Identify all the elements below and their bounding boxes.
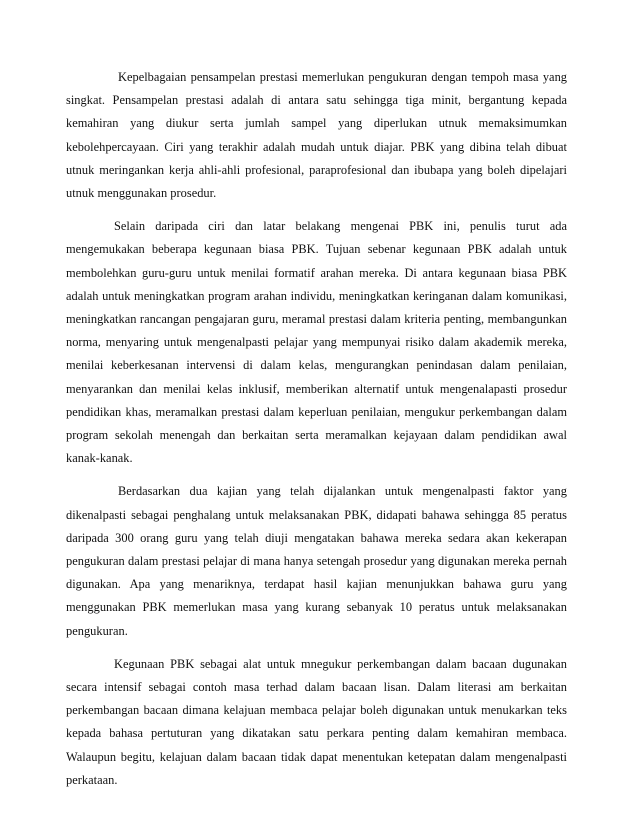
paragraph-3: Berdasarkan dua kajian yang telah dijalankan untuk mengenalpasti faktor yang dikenalpasti sebagai penghalang untuk melaksanakan PBK, didapati bahawa sehingga 85 peratus daripada 300 orang guru yang telah diuji mengatakan bahawa mereka sedara akan kekerapan pengukuran dalam prestasi pelajar di mana hanya setengah prosedur yang digunakan mereka pernah digunakan. Apa yang menariknya, terdapat hasil kajian menunjukkan bahawa guru yang menggunakan PBK memerlukan masa yang kurang sebanyak 10 peratus untuk melaksanakan pengukuran. xyxy=(66,484,567,638)
paragraph-2: Selain daripada ciri dan latar belakang mengenai PBK ini, penulis turut ada mengemukakan beberapa kegunaan biasa PBK. Tujuan sebenar kegunaan PBK adalah untuk membolehkan guru-guru untuk menilai formatif arahan mereka. Di antara kegunaan biasa PBK adalah untuk meningkatkan program arahan individu, meningkatkan keringanan dalam komunikasi, meningkatkan rancangan pengajaran guru, meramal prestasi dalam kriteria penting, membangunkan norma, menyaring untuk mengenalpasti pelajar yang mempunyai risiko dalam akademik mereka, menilai keberkesanan intervensi di dalam kelas, mengurangkan penindasan dalam penilaian, menyarankan dan menilai kelas inklusif, memberikan alternatif untuk mengenalapasti prosedur pendidikan khas, meramalkan prestasi dalam keperluan penilaian, mengukur perkembangan dalam program sekolah menengah dan berkaitan serta meramalkan kejayaan dalam pendidikan awal kanak-kanak. xyxy=(66,219,567,466)
paragraph-1: Kepelbagaian pensampelan prestasi memerlukan pengukuran dengan tempoh masa yang singkat. Pensampelan prestasi adalah di antara satu sehingga tiga minit, bergantung kepada kemahiran yang diukur serta jumlah sampel yang diperlukan utnuk memaksimumkan kebolehpercayaan. Ciri yang terakhir adalah mudah untuk diajar. PBK yang dibina telah dibuat utnuk meringankan kerja ahli-ahli profesional, paraprofesional dan ibubapa yang boleh dipelajari utnuk menggunakan prosedur. xyxy=(66,70,567,201)
paragraph-4: Kegunaan PBK sebagai alat untuk mnegukur perkembangan dalam bacaan dugunakan secara intensif sebagai contoh masa terhad dalam bacaan lisan. Dalam literasi am berkaitan perkembangan bacaan dimana kelajuan membaca pelajar boleh digunakan untuk menukarkan teks kepada bahasa pertuturan yang dikatakan satu perkara penting dalam kemahiran membaca. Walaupun begitu, kelajuan dalam bacaan tidak dapat menentukan ketepatan dalam mengenalpasti perkataan. xyxy=(66,656,567,787)
